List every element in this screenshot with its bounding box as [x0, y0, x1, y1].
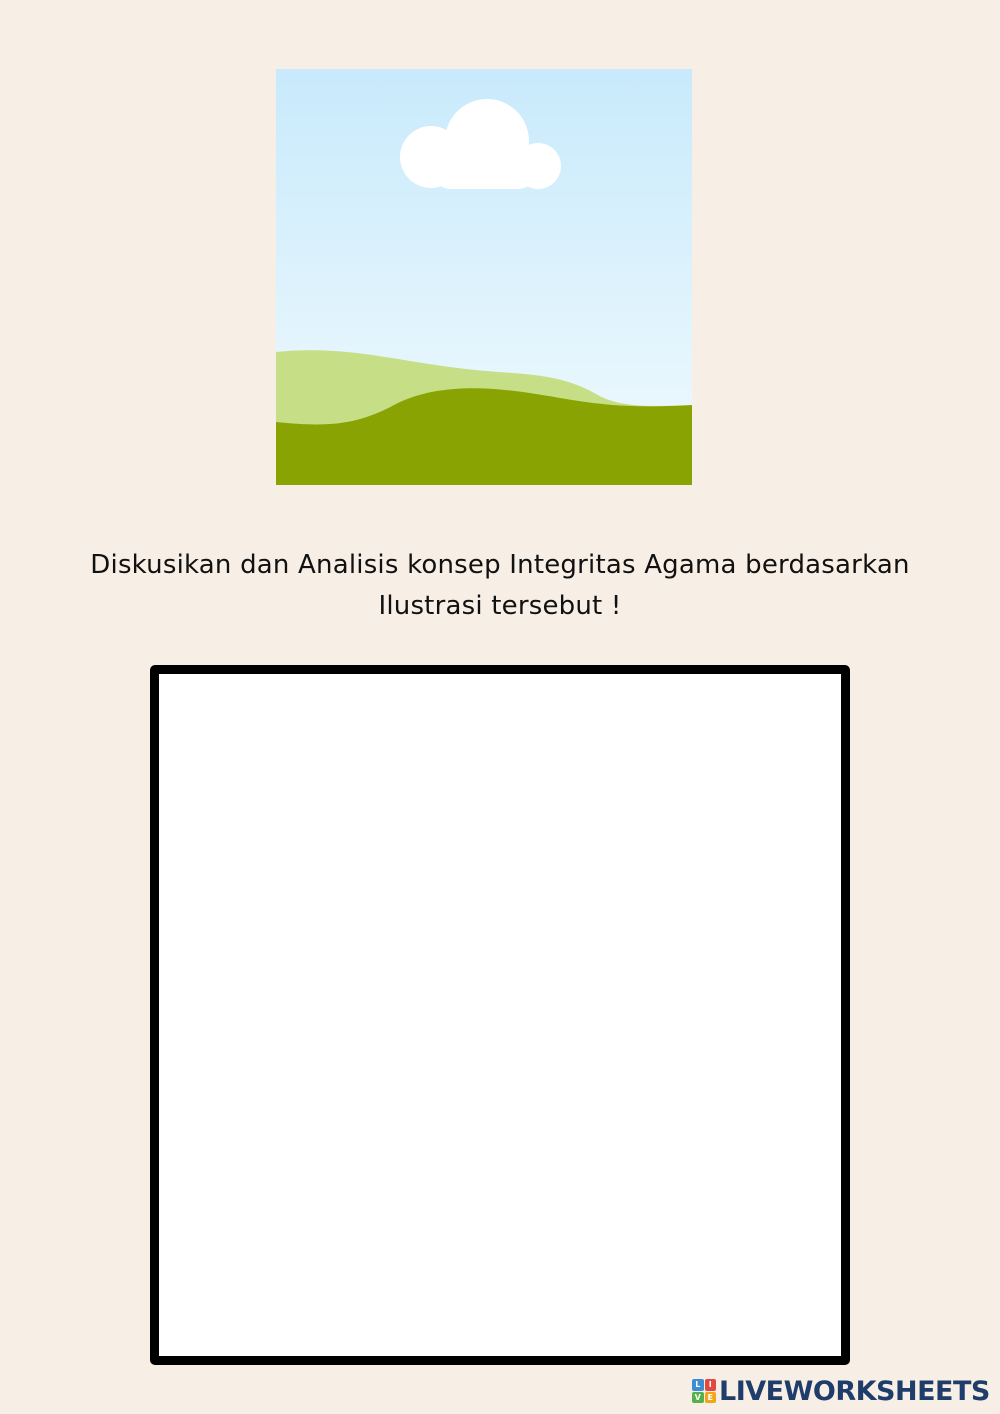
logo-letter-e: E: [705, 1392, 717, 1404]
logo-letter-v: V: [692, 1392, 704, 1404]
logo-letter-l: L: [692, 1379, 704, 1391]
instruction-line-2: Ilustrasi tersebut !: [378, 591, 622, 621]
brand-name: LIVEWORKSHEETS: [719, 1375, 990, 1407]
instruction-text: [20, 545, 980, 627]
instruction-line-1: Diskusikan dan Analisis konsep Integritas Agama berdasarkan: [90, 550, 910, 580]
liveworksheets-brand: [692, 1376, 990, 1406]
landscape-illustration: [276, 69, 692, 485]
answer-box[interactable]: [150, 665, 850, 1365]
logo-letter-i: I: [705, 1379, 717, 1391]
liveworksheets-logo-icon: [692, 1379, 716, 1403]
